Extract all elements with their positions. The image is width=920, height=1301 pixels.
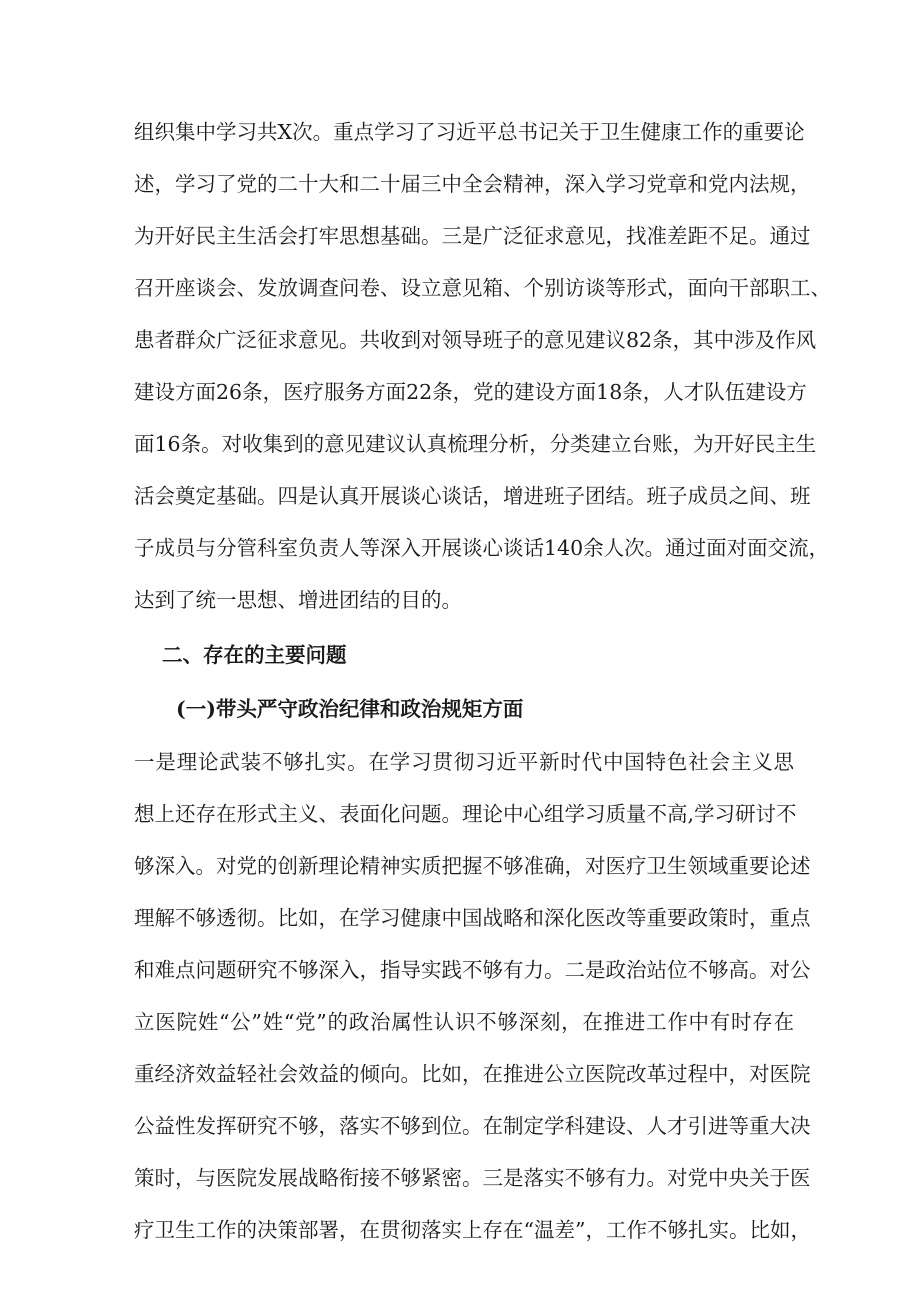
paragraph-line: 召开座谈会、发放调查问卷、设立意见箱、个别访谈等形式，面向干部职工、 — [134, 276, 831, 300]
paragraph-line: 子成员与分管科室负责人等深入开展谈心谈话140余人次。通过面对面交流， — [134, 536, 830, 560]
paragraph-line: 策时，与医院发展战略衔接不够紧密。三是落实不够有力。对党中央关于医 — [134, 1166, 811, 1190]
paragraph-line: 建设方面26条，医疗服务方面22条，党的建设方面18条，人才队伍建设方 — [134, 380, 807, 404]
paragraph-line: 重经济效益轻社会效益的倾向。比如，在推进公立医院改革过程中，对医院 — [134, 1062, 811, 1086]
paragraph-line: 和难点问题研究不够深入，指导实践不够有力。二是政治站位不够高。对公 — [134, 958, 811, 982]
paragraph-line: 面16条。对收集到的意见建议认真梳理分析，分类建立台账，为开好民主生 — [134, 432, 817, 456]
paragraph-line: 组织集中学习共X次。重点学习了习近平总书记关于卫生健康工作的重要论 — [134, 120, 805, 144]
paragraph-line: 立医院姓“公”姓“党”的政治属性认识不够深刻，在推进工作中有时存在 — [134, 1010, 794, 1034]
paragraph-line: 一是理论武装不够扎实。在学习贯彻习近平新时代中国特色社会主义思 — [134, 750, 794, 774]
subsection-heading: (一)带头严守政治纪律和政治规矩方面 — [176, 697, 524, 721]
paragraph-line: 达到了统一思想、增进团结的目的。 — [134, 588, 462, 612]
paragraph-line: 想上还存在形式主义、表面化问题。理论中心组学习质量不高,学习研讨不 — [134, 802, 797, 826]
paragraph-line: 够深入。对党的创新理论精神实质把握不够准确，对医疗卫生领域重要论述 — [134, 854, 811, 878]
paragraph-line: 述，学习了党的二十大和二十届三中全会精神，深入学习党章和党内法规， — [134, 172, 811, 196]
paragraph-line: 理解不够透彻。比如，在学习健康中国战略和深化医改等重要政策时，重点 — [134, 906, 811, 930]
paragraph-line: 患者群众广泛征求意见。共收到对领导班子的意见建议82条，其中涉及作风 — [134, 328, 817, 352]
paragraph-line: 公益性发挥研究不够，落实不够到位。在制定学科建设、人才引进等重大决 — [134, 1114, 811, 1138]
paragraph-line: 活会奠定基础。四是认真开展谈心谈话，增进班子团结。班子成员之间、班 — [134, 484, 811, 508]
paragraph-line: 疗卫生工作的决策部署，在贯彻落实上存在“温差”，工作不够扎实。比如， — [134, 1218, 811, 1242]
paragraph-line: 为开好民主生活会打牢思想基础。三是广泛征求意见，找准差距不足。通过 — [134, 224, 811, 248]
section-heading: 二、存在的主要问题 — [162, 643, 347, 667]
